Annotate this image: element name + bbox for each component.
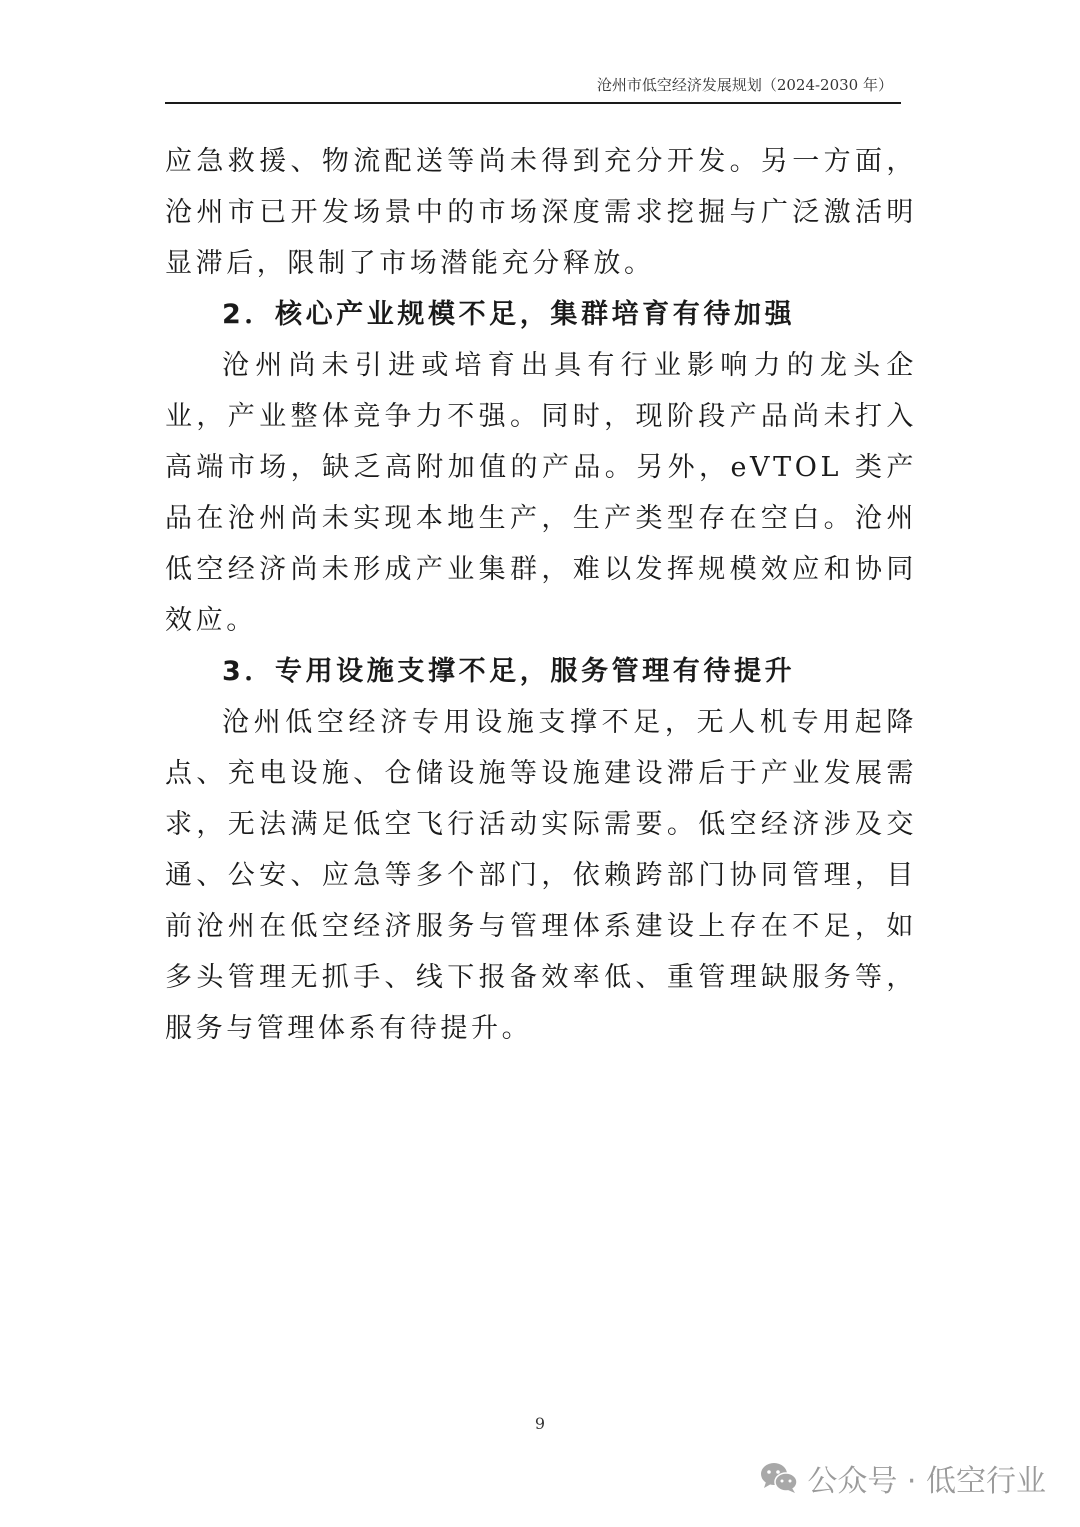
wechat-icon <box>759 1461 799 1495</box>
section-heading-2: 2．核心产业规模不足，集群培育有待加强 <box>222 299 796 330</box>
paragraph-section-2: 沧州尚未引进或培育出具有行业影响力的龙头企业，产业整体竞争力不强。同时，现阶段产品尚未打入高端市场，缺乏高附加值的产品。另外，eVTOL 类产品在沧州尚未实现本地生产，生产类型存在空白。沧州低空经济尚未形成产业集群，难以发挥规模效应和协同效应。 <box>165 350 917 636</box>
header-title: 沧州市低空经济发展规划（2024-2030 年） <box>596 76 893 94</box>
paragraph-section-3: 沧州低空经济专用设施支撑不足，无人机专用起降点、充电设施、仓储设施等设施建设滞后于产业发展需求，无法满足低空飞行活动实际需要。低空经济涉及交通、公安、应急等多个部门，依赖跨部门协同管理，目前沧州在低空经济服务与管理体系建设上存在不足，如多头管理无抓手、线下报备效率低、重管理缺服务等，服务与管理体系有待提升。 <box>165 707 917 1044</box>
section-heading-3: 3．专用设施支撑不足，服务管理有待提升 <box>222 656 796 687</box>
watermark-text: 公众号 · 低空行业 <box>807 1464 1046 1499</box>
page-number: 9 <box>534 1414 546 1433</box>
watermark <box>759 1458 1046 1498</box>
document-body <box>165 136 917 1054</box>
page-header <box>165 74 901 104</box>
paragraph-continued: 应急救援、物流配送等尚未得到充分开发。另一方面，沧州市已开发场景中的市场深度需求挖掘与广泛激活明显滞后，限制了市场潜能充分释放。 <box>165 146 917 279</box>
